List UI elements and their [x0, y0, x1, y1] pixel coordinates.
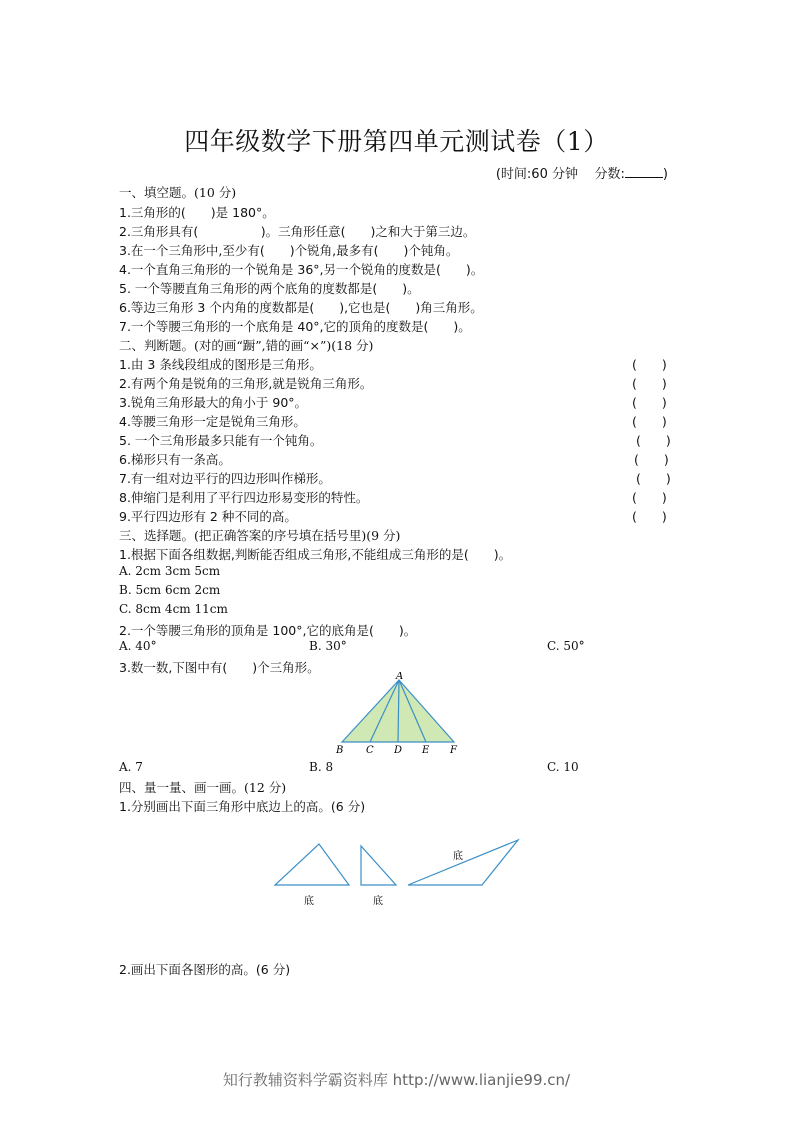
score-label: 分数: [594, 167, 625, 182]
figure-label-f: F [450, 745, 457, 756]
judge-answer-7[interactable]: ( ) [636, 471, 671, 486]
judge-item-7: 7.有一组对边平行的四边形叫作梯形。 [119, 471, 331, 486]
score-blank[interactable] [625, 165, 663, 178]
judge-answer-9[interactable]: ( ) [632, 509, 667, 524]
draw-q1: 1.分别画出下面三角形中底边上的高。(6 分) [119, 799, 366, 814]
fill-item-6: 6.等边三角形 3 个内角的度数都是( ),它也是( )角三角形。 [119, 300, 483, 315]
judge-answer-6[interactable]: ( ) [634, 452, 669, 467]
triangle-2[interactable] [361, 846, 396, 885]
choice-q2: 2.一个等腰三角形的顶角是 100°,它的底角是( )。 [119, 623, 417, 638]
choice-q1: 1.根据下面各组数据,判断能否组成三角形,不能组成三角形的是( )。 [119, 547, 512, 562]
section1-heading: 一、填空题。(10 分) [119, 185, 237, 200]
judge-item-5: 5. 一个三角形最多只能有一个钝角。 [119, 433, 323, 448]
footer-watermark: 知行教辅资料学霸资料库 http://www.lianjie99.cn/ [222, 1071, 571, 1089]
close-paren: ) [662, 167, 668, 182]
choice-q3-option-b[interactable]: B. 8 [309, 760, 334, 774]
choice-q3-option-c[interactable]: C. 10 [547, 760, 579, 774]
fill-item-4: 4.一个直角三角形的一个锐角是 36°,另一个锐角的度数是( )。 [119, 262, 484, 277]
section2-heading: 二、判断题。(对的画“蹰”,错的画“×”)(18 分) [119, 338, 374, 353]
draw-height-triangles [270, 834, 540, 914]
choice-q1-option-b[interactable]: B. 5cm 6cm 2cm [119, 583, 221, 597]
judge-answer-3[interactable]: ( ) [632, 395, 667, 410]
triangle-1-base-label: 底 [304, 896, 314, 907]
judge-item-9: 9.平行四边形有 2 种不同的高。 [119, 509, 297, 524]
judge-item-4: 4.等腰三角形一定是锐角三角形。 [119, 414, 306, 429]
judge-answer-4[interactable]: ( ) [632, 414, 667, 429]
choice-q1-option-a[interactable]: A. 2cm 3cm 5cm [119, 564, 221, 578]
judge-item-1: 1.由 3 条线段组成的图形是三角形。 [119, 357, 322, 372]
figure-label-a: A [396, 672, 404, 682]
draw-q2: 2.画出下面各图形的高。(6 分) [119, 962, 291, 977]
choice-q2-option-a[interactable]: A. 40° [119, 639, 157, 653]
choice-q1-option-c[interactable]: C. 8cm 4cm 11cm [119, 602, 228, 616]
triangle-3-base-label: 底 [453, 851, 463, 862]
judge-item-3: 3.锐角三角形最大的角小于 90°。 [119, 395, 308, 410]
time-limit: (时间:60 分钟 [495, 167, 578, 182]
judge-answer-5[interactable]: ( ) [636, 433, 671, 448]
triangle-1[interactable] [275, 844, 349, 885]
section4-heading: 四、量一量、画一画。(12 分) [119, 780, 287, 795]
choice-q2-option-b[interactable]: B. 30° [309, 639, 347, 653]
triangle-2-base-label: 底 [373, 896, 383, 907]
figure-label-c: C [366, 745, 374, 756]
judge-item-2: 2.有两个角是锐角的三角形,就是锐角三角形。 [119, 376, 373, 391]
section3-heading: 三、选择题。(把正确答案的序号填在括号里)(9 分) [119, 528, 401, 543]
choice-q3: 3.数一数,下图中有( )个三角形。 [119, 660, 320, 675]
figure-label-e: E [422, 745, 430, 756]
choice-q2-option-c[interactable]: C. 50° [547, 639, 585, 653]
triangle-count-figure [330, 672, 470, 762]
figure-label-d: D [394, 745, 403, 756]
fill-item-1: 1.三角形的( )是 180°。 [119, 205, 275, 220]
figure-label-b: B [336, 745, 344, 756]
judge-item-6: 6.梯形只有一条高。 [119, 452, 231, 467]
fill-item-2: 2.三角形具有( )。三角形任意( )之和大于第三边。 [119, 224, 476, 239]
judge-answer-1[interactable]: ( ) [632, 357, 667, 372]
page-title: 四年级数学下册第四单元测试卷（1） [184, 127, 609, 156]
fill-item-3: 3.在一个三角形中,至少有( )个锐角,最多有( )个钝角。 [119, 243, 459, 258]
fill-item-7: 7.一个等腰三角形的一个底角是 40°,它的顶角的度数是( )。 [119, 319, 471, 334]
judge-answer-2[interactable]: ( ) [632, 376, 667, 391]
exam-info [496, 163, 668, 182]
fill-item-5: 5. 一个等腰直角三角形的两个底角的度数都是( )。 [119, 281, 420, 296]
judge-answer-8[interactable]: ( ) [632, 490, 667, 505]
triangle-3[interactable] [408, 840, 518, 885]
judge-item-8: 8.伸缩门是利用了平行四边形易变形的特性。 [119, 490, 369, 505]
choice-q3-option-a[interactable]: A. 7 [119, 760, 143, 774]
